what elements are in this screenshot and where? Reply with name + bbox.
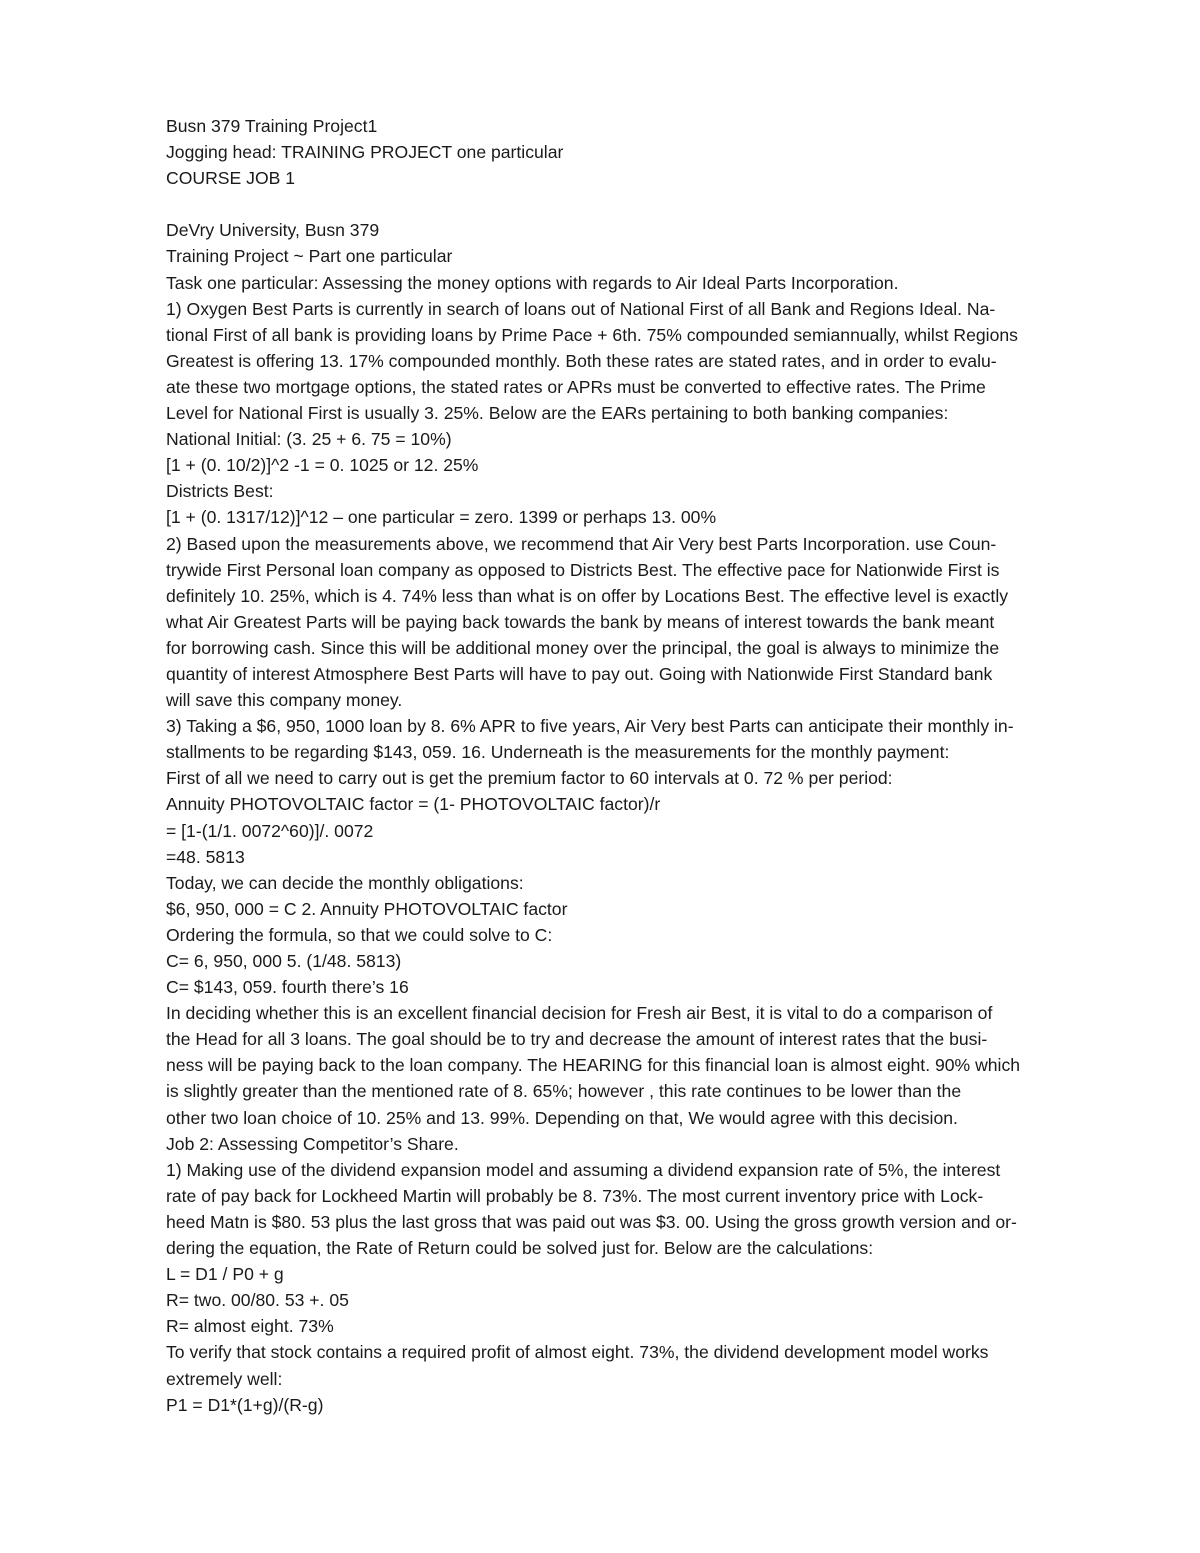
body-line: 3) Taking a $6, 950, 1000 loan by 8. 6% APR to five years, Air Very best Parts can anticipate their monthly in- [166,716,1014,737]
body-line: the Head for all 3 loans. The goal should be to try and decrease the amount of interest rates that the busi- [166,1029,988,1050]
body-line: stallments to be regarding $143, 059. 16. Underneath is the measurements for the monthly payment: [166,742,950,763]
body-line: C= 6, 950, 000 5. (1/48. 5813) [166,951,402,971]
body-line: R= almost eight. 73% [166,1316,334,1337]
body-line: [1 + (0. 10/2)]^2 -1 = 0. 1025 or 12. 25% [166,455,479,476]
body-line: dering the equation, the Rate of Return could be solved just for. Below are the calculations: [166,1238,874,1259]
body-line: 1) Oxygen Best Parts is currently in search of loans out of National First of all Bank and Regions Ideal. Na- [166,298,996,319]
document-title: Busn 379 Training Project1 [166,116,378,136]
body-line: Level for National First is usually 3. 25%. Below are the EARs pertaining to both banking companies: [166,403,949,424]
body-line: = [1-(1/1. 0072^60)]/. 0072 [166,820,374,841]
body-line: National Initial: (3. 25 + 6. 75 = 10%) [166,429,452,450]
body-line: First of all we need to carry out is get the premium factor to 60 intervals at 0. 72 % per period: [166,768,893,789]
body-line: Greatest is offering 13. 17% compounded monthly. Both these rates are stated rates, and in order to evalu- [166,350,997,371]
body-line: P1 = D1*(1+g)/(R-g) [166,1394,324,1415]
document-text [166,113,1126,1418]
body-line: To verify that stock contains a required profit of almost eight. 73%, the dividend development model works [166,1342,989,1363]
body-line: ness will be paying back to the loan company. The HEARING for this financial loan is almost eight. 90% which [166,1055,1021,1076]
body-line: what Air Greatest Parts will be paying back towards the bank by means of interest towards the bank meant [166,611,995,632]
body-line: R= two. 00/80. 53 +. 05 [166,1290,349,1311]
body-line: Ordering the formula, so that we could solve to C: [166,924,553,945]
document-body [166,217,1126,1417]
body-line: L = D1 / P0 + g [166,1264,284,1285]
body-line: trywide First Personal loan company as opposed to Districts Best. The effective pace for Nationwide First is [166,559,1000,580]
body-line: DeVry University, Busn 379 [166,220,380,241]
body-line: is slightly greater than the mentioned rate of 8. 65%; however , this rate continues to be lower than the [166,1081,962,1102]
body-line: definitely 10. 25%, which is 4. 74% less than what is on offer by Locations Best. The effective level is exactly [166,585,1009,606]
body-line: Training Project ~ Part one particular [166,246,453,267]
running-head: Jogging head: TRAINING PROJECT one particular [166,142,564,163]
body-line: =48. 5813 [166,846,245,867]
body-line: Task one particular: Assessing the money options with regards to Air Ideal Parts Incorporation. [166,272,899,293]
body-line: Job 2: Assessing Competitor’s Share. [166,1133,459,1154]
body-line: quantity of interest Atmosphere Best Parts will have to pay out. Going with Nationwide First Standard bank [166,663,993,684]
body-line: heed Matn is $80. 53 plus the last gross that was paid out was $3. 00. Using the gross growth version and or- [166,1211,1017,1232]
body-line: extremely well: [166,1368,283,1389]
body-line: In deciding whether this is an excellent financial decision for Fresh air Best, it is vital to do a comparison of [166,1003,993,1024]
body-line: tional First of all bank is providing loans by Prime Pace + 6th. 75% compounded semiannually, whilst Regions [166,324,1018,345]
body-line: [1 + (0. 1317/12)]^12 – one particular = zero. 1399 or perhaps 13. 00% [166,507,717,528]
body-line: 2) Based upon the measurements above, we recommend that Air Very best Parts Incorporation. use Coun- [166,533,997,554]
body-line: 1) Making use of the dividend expansion model and assuming a dividend expansion rate of 5%, the interest [166,1159,1001,1180]
body-line: Today, we can decide the monthly obligations: [166,872,524,893]
body-line: ate these two mortgage options, the stated rates or APRs must be converted to effective rates. The Prime [166,376,986,397]
body-line: Annuity PHOTOVOLTAIC factor = (1- PHOTOVOLTAIC factor)/r [166,794,661,815]
body-line: Districts Best: [166,481,274,502]
body-line: will save this company money. [166,690,403,711]
course-job-heading: COURSE JOB 1 [166,168,296,189]
body-line: rate of pay back for Lockheed Martin will probably be 8. 73%. The most current inventory price with Lock- [166,1185,984,1206]
body-line: for borrowing cash. Since this will be additional money over the principal, the goal is always to minimize the [166,637,1000,658]
body-line: $6, 950, 000 = C 2. Annuity PHOTOVOLTAIC factor [166,898,568,919]
body-line: C= $143, 059. fourth there’s 16 [166,977,409,998]
spacer [166,191,1126,217]
body-line: other two loan choice of 10. 25% and 13. 99%. Depending on that, We would agree with this decision. [166,1107,958,1128]
